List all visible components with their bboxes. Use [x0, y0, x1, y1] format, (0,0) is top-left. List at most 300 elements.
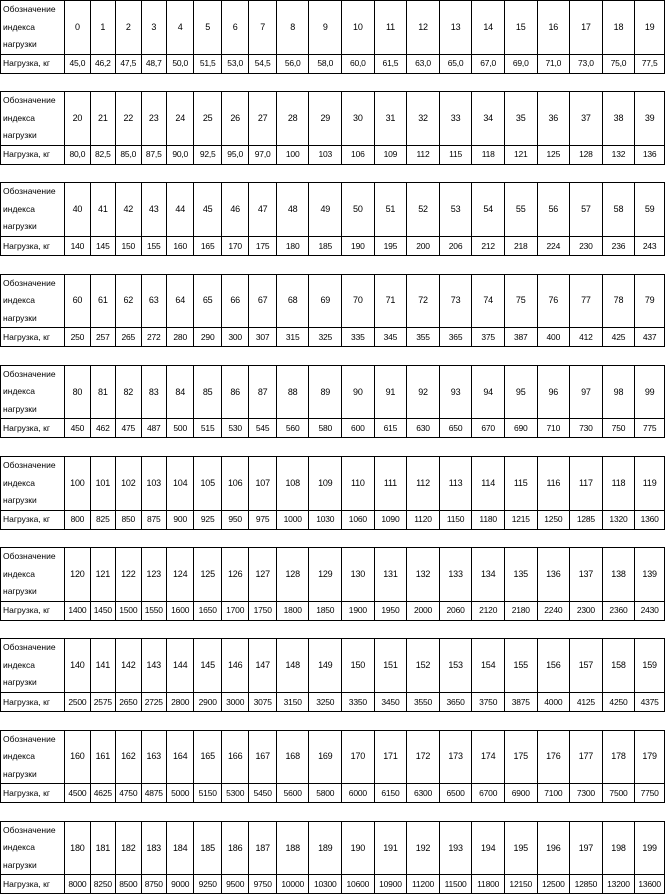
index-cell: 56 [537, 183, 570, 237]
index-cell: 12 [407, 1, 440, 55]
load-cell: 1090 [374, 510, 407, 529]
load-row [1, 145, 665, 164]
index-cell: 104 [166, 457, 193, 511]
index-cell: 183 [141, 821, 166, 875]
load-cell: 95,0 [221, 145, 248, 164]
index-cell: 177 [570, 730, 603, 784]
index-cell: 97 [570, 365, 603, 419]
index-cell: 53 [439, 183, 472, 237]
load-cell: 412 [570, 328, 603, 347]
index-cell: 77 [570, 274, 603, 328]
load-cell: 250 [65, 328, 90, 347]
index-cell: 25 [194, 92, 221, 146]
load-cell: 1215 [504, 510, 537, 529]
load-row-label: Нагрузка, кг [1, 692, 65, 711]
index-cell: 9 [309, 1, 342, 55]
index-cell: 48 [276, 183, 309, 237]
index-cell: 134 [472, 548, 505, 602]
index-row [1, 1, 665, 55]
load-row-label: Нагрузка, кг [1, 601, 65, 620]
index-cell: 39 [635, 92, 665, 146]
load-cell: 2060 [439, 601, 472, 620]
index-cell: 152 [407, 639, 440, 693]
index-cell: 60 [65, 274, 90, 328]
index-cell: 166 [221, 730, 248, 784]
load-cell: 4375 [635, 692, 665, 711]
load-cell: 2500 [65, 692, 90, 711]
load-cell: 3450 [374, 692, 407, 711]
index-cell: 80 [65, 365, 90, 419]
index-cell: 120 [65, 548, 90, 602]
load-cell: 243 [635, 236, 665, 255]
index-row-label: Обозначение индекса нагрузки [1, 365, 65, 419]
load-cell: 2900 [194, 692, 221, 711]
load-row [1, 328, 665, 347]
index-row [1, 730, 665, 784]
index-cell: 98 [602, 365, 635, 419]
index-cell: 190 [342, 821, 375, 875]
index-cell: 106 [221, 457, 248, 511]
load-cell: 121 [504, 145, 537, 164]
load-table [0, 91, 665, 165]
load-cell: 387 [504, 328, 537, 347]
index-cell: 117 [570, 457, 603, 511]
index-cell: 187 [249, 821, 276, 875]
load-cell: 1800 [276, 601, 309, 620]
index-cell: 133 [439, 548, 472, 602]
index-cell: 151 [374, 639, 407, 693]
load-cell: 128 [570, 145, 603, 164]
load-table [0, 821, 665, 894]
index-cell: 196 [537, 821, 570, 875]
index-cell: 144 [166, 639, 193, 693]
index-cell: 49 [309, 183, 342, 237]
index-cell: 69 [309, 274, 342, 328]
load-cell: 103 [309, 145, 342, 164]
index-cell: 199 [635, 821, 665, 875]
load-cell: 1850 [309, 601, 342, 620]
index-cell: 81 [90, 365, 115, 419]
load-cell: 218 [504, 236, 537, 255]
load-cell: 9500 [221, 875, 248, 894]
load-cell: 2180 [504, 601, 537, 620]
index-cell: 176 [537, 730, 570, 784]
load-cell: 1000 [276, 510, 309, 529]
index-cell: 126 [221, 548, 248, 602]
index-cell: 125 [194, 548, 221, 602]
index-cell: 179 [635, 730, 665, 784]
load-cell: 200 [407, 236, 440, 255]
load-cell: 400 [537, 328, 570, 347]
load-cell: 12150 [504, 875, 537, 894]
load-cell: 1030 [309, 510, 342, 529]
load-cell: 290 [194, 328, 221, 347]
load-cell: 7750 [635, 784, 665, 803]
index-cell: 123 [141, 548, 166, 602]
index-cell: 37 [570, 92, 603, 146]
index-cell: 51 [374, 183, 407, 237]
load-cell: 5150 [194, 784, 221, 803]
index-cell: 129 [309, 548, 342, 602]
index-row-label: Обозначение индекса нагрузки [1, 821, 65, 875]
load-cell: 1250 [537, 510, 570, 529]
load-cell: 6500 [439, 784, 472, 803]
index-cell: 110 [342, 457, 375, 511]
load-cell: 5300 [221, 784, 248, 803]
load-cell: 3000 [221, 692, 248, 711]
index-cell: 41 [90, 183, 115, 237]
load-cell: 1750 [249, 601, 276, 620]
load-cell: 3875 [504, 692, 537, 711]
load-cell: 2300 [570, 601, 603, 620]
load-cell: 90,0 [166, 145, 193, 164]
index-cell: 191 [374, 821, 407, 875]
index-cell: 160 [65, 730, 90, 784]
load-cell: 58,0 [309, 54, 342, 73]
index-cell: 63 [141, 274, 166, 328]
index-row-label: Обозначение индекса нагрузки [1, 274, 65, 328]
load-cell: 8250 [90, 875, 115, 894]
index-cell: 83 [141, 365, 166, 419]
index-cell: 186 [221, 821, 248, 875]
load-cell: 1060 [342, 510, 375, 529]
load-row [1, 784, 665, 803]
index-cell: 68 [276, 274, 309, 328]
load-cell: 2360 [602, 601, 635, 620]
load-cell: 106 [342, 145, 375, 164]
index-cell: 168 [276, 730, 309, 784]
index-cell: 149 [309, 639, 342, 693]
load-cell: 80,0 [65, 145, 90, 164]
load-cell: 6150 [374, 784, 407, 803]
load-table [0, 274, 665, 348]
index-cell: 101 [90, 457, 115, 511]
index-cell: 17 [570, 1, 603, 55]
load-cell: 450 [65, 419, 90, 438]
load-cell: 600 [342, 419, 375, 438]
index-cell: 100 [65, 457, 90, 511]
load-cell: 140 [65, 236, 90, 255]
load-row [1, 419, 665, 438]
index-cell: 88 [276, 365, 309, 419]
index-cell: 127 [249, 548, 276, 602]
index-cell: 189 [309, 821, 342, 875]
load-cell: 53,0 [221, 54, 248, 73]
index-cell: 137 [570, 548, 603, 602]
index-cell: 154 [472, 639, 505, 693]
load-cell: 950 [221, 510, 248, 529]
load-cell: 1600 [166, 601, 193, 620]
load-cell: 365 [439, 328, 472, 347]
load-cell: 475 [116, 419, 141, 438]
index-cell: 75 [504, 274, 537, 328]
load-cell: 425 [602, 328, 635, 347]
load-cell: 800 [65, 510, 90, 529]
load-cell: 56,0 [276, 54, 309, 73]
load-cell: 8000 [65, 875, 90, 894]
index-row-label: Обозначение индекса нагрузки [1, 457, 65, 511]
index-cell: 93 [439, 365, 472, 419]
load-row [1, 692, 665, 711]
load-cell: 530 [221, 419, 248, 438]
index-cell: 169 [309, 730, 342, 784]
index-cell: 184 [166, 821, 193, 875]
index-cell: 173 [439, 730, 472, 784]
load-cell: 65,0 [439, 54, 472, 73]
load-cell: 230 [570, 236, 603, 255]
index-row [1, 365, 665, 419]
index-cell: 72 [407, 274, 440, 328]
load-cell: 175 [249, 236, 276, 255]
load-cell: 71,0 [537, 54, 570, 73]
load-cell: 12850 [570, 875, 603, 894]
load-cell: 1150 [439, 510, 472, 529]
index-cell: 67 [249, 274, 276, 328]
index-row [1, 274, 665, 328]
index-cell: 33 [439, 92, 472, 146]
load-row [1, 54, 665, 73]
index-cell: 84 [166, 365, 193, 419]
load-cell: 730 [570, 419, 603, 438]
index-cell: 113 [439, 457, 472, 511]
index-cell: 95 [504, 365, 537, 419]
load-table-block [0, 456, 665, 528]
load-cell: 165 [194, 236, 221, 255]
index-cell: 13 [439, 1, 472, 55]
index-cell: 73 [439, 274, 472, 328]
load-cell: 650 [439, 419, 472, 438]
index-cell: 111 [374, 457, 407, 511]
index-cell: 139 [635, 548, 665, 602]
load-cell: 375 [472, 328, 505, 347]
index-cell: 1 [90, 1, 115, 55]
index-cell: 70 [342, 274, 375, 328]
load-cell: 257 [90, 328, 115, 347]
load-cell: 515 [194, 419, 221, 438]
index-cell: 90 [342, 365, 375, 419]
load-cell: 355 [407, 328, 440, 347]
load-row-label: Нагрузка, кг [1, 784, 65, 803]
load-cell: 185 [309, 236, 342, 255]
load-cell: 2575 [90, 692, 115, 711]
index-cell: 14 [472, 1, 505, 55]
load-cell: 4625 [90, 784, 115, 803]
index-row-label: Обозначение индекса нагрузки [1, 639, 65, 693]
load-cell: 2800 [166, 692, 193, 711]
index-cell: 78 [602, 274, 635, 328]
index-cell: 132 [407, 548, 440, 602]
load-cell: 5600 [276, 784, 309, 803]
index-cell: 54 [472, 183, 505, 237]
index-cell: 6 [221, 1, 248, 55]
load-cell: 125 [537, 145, 570, 164]
load-cell: 73,0 [570, 54, 603, 73]
index-cell: 114 [472, 457, 505, 511]
load-cell: 4000 [537, 692, 570, 711]
load-cell: 6300 [407, 784, 440, 803]
load-cell: 63,0 [407, 54, 440, 73]
load-cell: 2120 [472, 601, 505, 620]
index-cell: 157 [570, 639, 603, 693]
index-cell: 182 [116, 821, 141, 875]
load-table [0, 456, 665, 530]
load-table [0, 0, 665, 74]
index-cell: 147 [249, 639, 276, 693]
index-cell: 124 [166, 548, 193, 602]
load-row [1, 510, 665, 529]
load-cell: 4500 [65, 784, 90, 803]
index-cell: 57 [570, 183, 603, 237]
index-row-label: Обозначение индекса нагрузки [1, 1, 65, 55]
index-cell: 112 [407, 457, 440, 511]
load-cell: 2650 [116, 692, 141, 711]
index-cell: 94 [472, 365, 505, 419]
index-cell: 178 [602, 730, 635, 784]
index-cell: 188 [276, 821, 309, 875]
load-cell: 8500 [116, 875, 141, 894]
load-cell: 3250 [309, 692, 342, 711]
load-cell: 325 [309, 328, 342, 347]
load-cell: 7100 [537, 784, 570, 803]
load-cell: 300 [221, 328, 248, 347]
load-cell: 1320 [602, 510, 635, 529]
index-cell: 198 [602, 821, 635, 875]
index-cell: 103 [141, 457, 166, 511]
index-cell: 99 [635, 365, 665, 419]
load-cell: 92,5 [194, 145, 221, 164]
load-cell: 10000 [276, 875, 309, 894]
load-cell: 67,0 [472, 54, 505, 73]
load-cell: 132 [602, 145, 635, 164]
load-cell: 224 [537, 236, 570, 255]
load-table-block [0, 365, 665, 437]
load-cell: 307 [249, 328, 276, 347]
load-cell: 136 [635, 145, 665, 164]
load-cell: 170 [221, 236, 248, 255]
load-cell: 3150 [276, 692, 309, 711]
index-cell: 76 [537, 274, 570, 328]
load-cell: 630 [407, 419, 440, 438]
index-cell: 26 [221, 92, 248, 146]
load-table-block [0, 730, 665, 802]
index-row [1, 92, 665, 146]
index-cell: 36 [537, 92, 570, 146]
index-cell: 30 [342, 92, 375, 146]
index-cell: 146 [221, 639, 248, 693]
load-cell: 195 [374, 236, 407, 255]
load-row-label: Нагрузка, кг [1, 236, 65, 255]
index-cell: 175 [504, 730, 537, 784]
index-cell: 74 [472, 274, 505, 328]
load-cell: 97,0 [249, 145, 276, 164]
index-cell: 121 [90, 548, 115, 602]
index-cell: 38 [602, 92, 635, 146]
load-cell: 3750 [472, 692, 505, 711]
index-cell: 42 [116, 183, 141, 237]
index-cell: 153 [439, 639, 472, 693]
load-cell: 1700 [221, 601, 248, 620]
index-cell: 172 [407, 730, 440, 784]
load-cell: 1900 [342, 601, 375, 620]
load-table [0, 730, 665, 804]
index-cell: 64 [166, 274, 193, 328]
index-cell: 10 [342, 1, 375, 55]
index-row [1, 548, 665, 602]
index-cell: 47 [249, 183, 276, 237]
load-row [1, 601, 665, 620]
load-table [0, 182, 665, 256]
index-cell: 148 [276, 639, 309, 693]
index-cell: 116 [537, 457, 570, 511]
load-table-block [0, 91, 665, 163]
load-cell: 45,0 [65, 54, 90, 73]
load-cell: 315 [276, 328, 309, 347]
index-cell: 35 [504, 92, 537, 146]
load-table-block [0, 0, 665, 72]
load-cell: 13600 [635, 875, 665, 894]
index-cell: 24 [166, 92, 193, 146]
index-row-label: Обозначение индекса нагрузки [1, 183, 65, 237]
load-cell: 3350 [342, 692, 375, 711]
index-cell: 155 [504, 639, 537, 693]
index-cell: 92 [407, 365, 440, 419]
load-cell: 77,5 [635, 54, 665, 73]
load-cell: 265 [116, 328, 141, 347]
load-cell: 87,5 [141, 145, 166, 164]
index-cell: 21 [90, 92, 115, 146]
load-cell: 115 [439, 145, 472, 164]
index-cell: 171 [374, 730, 407, 784]
load-cell: 3075 [249, 692, 276, 711]
load-cell: 150 [116, 236, 141, 255]
load-cell: 272 [141, 328, 166, 347]
index-cell: 46 [221, 183, 248, 237]
load-cell: 1120 [407, 510, 440, 529]
load-cell: 5800 [309, 784, 342, 803]
load-cell: 60,0 [342, 54, 375, 73]
load-cell: 875 [141, 510, 166, 529]
load-cell: 212 [472, 236, 505, 255]
load-cell: 1500 [116, 601, 141, 620]
index-cell: 18 [602, 1, 635, 55]
index-cell: 197 [570, 821, 603, 875]
load-row [1, 236, 665, 255]
index-cell: 115 [504, 457, 537, 511]
load-table [0, 638, 665, 712]
load-cell: 3550 [407, 692, 440, 711]
index-cell: 31 [374, 92, 407, 146]
index-row-label: Обозначение индекса нагрузки [1, 730, 65, 784]
load-cell: 145 [90, 236, 115, 255]
index-cell: 141 [90, 639, 115, 693]
load-cell: 9250 [194, 875, 221, 894]
index-cell: 164 [166, 730, 193, 784]
load-table [0, 365, 665, 439]
load-cell: 50,0 [166, 54, 193, 73]
load-cell: 1550 [141, 601, 166, 620]
index-cell: 138 [602, 548, 635, 602]
index-cell: 130 [342, 548, 375, 602]
index-cell: 167 [249, 730, 276, 784]
index-cell: 119 [635, 457, 665, 511]
index-cell: 150 [342, 639, 375, 693]
load-cell: 10600 [342, 875, 375, 894]
load-cell: 46,2 [90, 54, 115, 73]
load-cell: 1400 [65, 601, 90, 620]
index-cell: 0 [65, 1, 90, 55]
index-cell: 135 [504, 548, 537, 602]
index-cell: 85 [194, 365, 221, 419]
